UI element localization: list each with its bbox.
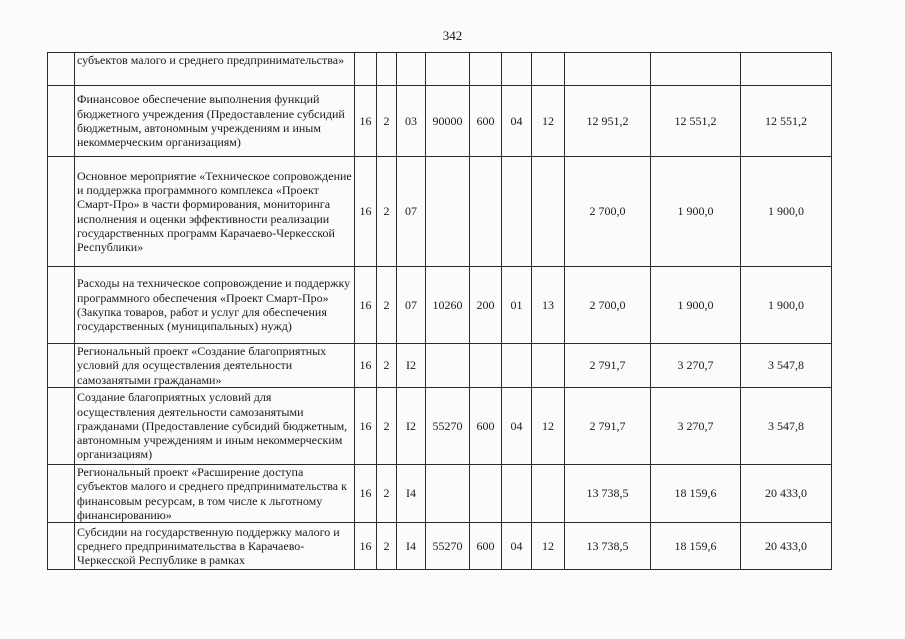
amount-year2-cell: 1 900,0 bbox=[651, 267, 741, 344]
row-number-cell bbox=[48, 53, 75, 86]
item-name-cell: Расходы на техническое сопровождение и поддержку программного обеспечения «Проект Смарт-Про» (Закупка товаров, работ и услуг для обеспечения государственных (муниципальных) нужд) bbox=[75, 267, 355, 344]
amount-year2-cell: 3 270,7 bbox=[651, 388, 741, 465]
gp-code-cell: 16 bbox=[355, 344, 377, 388]
om-code-cell bbox=[397, 53, 426, 86]
row-number-cell bbox=[48, 344, 75, 388]
direction-code-cell bbox=[426, 465, 470, 523]
gp-code-cell: 16 bbox=[355, 523, 377, 570]
table-row bbox=[48, 465, 832, 523]
amount-year1-cell: 2 700,0 bbox=[565, 157, 651, 267]
subsection-cell bbox=[532, 53, 565, 86]
amount-year2-cell: 18 159,6 bbox=[651, 523, 741, 570]
pp-code-cell: 2 bbox=[377, 157, 397, 267]
om-code-cell: I2 bbox=[397, 344, 426, 388]
row-number-cell bbox=[48, 267, 75, 344]
amount-year3-cell: 3 547,8 bbox=[741, 388, 832, 465]
direction-code-cell bbox=[426, 344, 470, 388]
item-name-cell: Финансовое обеспечение выполнения функций бюджетного учреждения (Предоставление субсидий бюджетным, автономным учреждениям и иным некоммерческим организациям) bbox=[75, 86, 355, 157]
section-cell: 04 bbox=[502, 86, 532, 157]
section-cell bbox=[502, 344, 532, 388]
section-cell bbox=[502, 465, 532, 523]
page-number: 342 bbox=[442, 28, 463, 43]
item-name-cell: Региональный проект «Расширение доступа субъектов малого и среднего предпринимательства к финансовым ресурсам, в том числе к льготному финансированию» bbox=[75, 465, 355, 523]
om-code-cell: I4 bbox=[397, 465, 426, 523]
amount-year1-cell: 2 700,0 bbox=[565, 267, 651, 344]
row-number-cell bbox=[48, 157, 75, 267]
table-row bbox=[48, 86, 832, 157]
pp-code-cell bbox=[377, 53, 397, 86]
amount-year1-cell: 12 951,2 bbox=[565, 86, 651, 157]
direction-code-cell bbox=[426, 53, 470, 86]
amount-year2-cell: 1 900,0 bbox=[651, 157, 741, 267]
gp-code-cell: 16 bbox=[355, 465, 377, 523]
amount-year3-cell bbox=[741, 53, 832, 86]
pp-code-cell: 2 bbox=[377, 388, 397, 465]
section-cell bbox=[502, 157, 532, 267]
amount-year2-cell: 3 270,7 bbox=[651, 344, 741, 388]
gp-code-cell bbox=[355, 53, 377, 86]
gp-code-cell: 16 bbox=[355, 86, 377, 157]
om-code-cell: 03 bbox=[397, 86, 426, 157]
amount-year1-cell: 13 738,5 bbox=[565, 523, 651, 570]
amount-year2-cell bbox=[651, 53, 741, 86]
amount-year1-cell bbox=[565, 53, 651, 86]
direction-code-cell: 55270 bbox=[426, 523, 470, 570]
subsection-cell: 12 bbox=[532, 86, 565, 157]
section-cell: 01 bbox=[502, 267, 532, 344]
om-code-cell: I4 bbox=[397, 523, 426, 570]
om-code-cell: 07 bbox=[397, 267, 426, 344]
item-name-cell: Создание благоприятных условий для осуществления деятельности самозанятыми гражданами (Предоставление субсидий бюджетным, автономным учреждениям и иным некоммерческим организациям) bbox=[75, 388, 355, 465]
amount-year1-cell: 2 791,7 bbox=[565, 344, 651, 388]
pp-code-cell: 2 bbox=[377, 267, 397, 344]
gp-code-cell: 16 bbox=[355, 388, 377, 465]
expense-type-cell bbox=[470, 465, 502, 523]
table-row bbox=[48, 344, 832, 388]
expense-type-cell bbox=[470, 344, 502, 388]
amount-year1-cell: 13 738,5 bbox=[565, 465, 651, 523]
row-number-cell bbox=[48, 388, 75, 465]
direction-code-cell: 10260 bbox=[426, 267, 470, 344]
section-cell bbox=[502, 53, 532, 86]
section-cell: 04 bbox=[502, 523, 532, 570]
amount-year1-cell: 2 791,7 bbox=[565, 388, 651, 465]
table-row bbox=[48, 523, 832, 570]
direction-code-cell: 90000 bbox=[426, 86, 470, 157]
item-name-cell: Основное мероприятие «Техническое сопровождение и поддержка программного комплекса «Проект Смарт-Про» в части формирования, мониторинга исполнения и оценки эффективности реализации государственных программ Карачаево-Черкесской Республики» bbox=[75, 157, 355, 267]
subsection-cell bbox=[532, 157, 565, 267]
expense-type-cell: 600 bbox=[470, 523, 502, 570]
table-row bbox=[48, 388, 832, 465]
expense-type-cell bbox=[470, 53, 502, 86]
amount-year3-cell: 20 433,0 bbox=[741, 465, 832, 523]
expense-type-cell: 600 bbox=[470, 86, 502, 157]
expense-type-cell: 600 bbox=[470, 388, 502, 465]
row-number-cell bbox=[48, 465, 75, 523]
pp-code-cell: 2 bbox=[377, 465, 397, 523]
gp-code-cell: 16 bbox=[355, 157, 377, 267]
amount-year3-cell: 3 547,8 bbox=[741, 344, 832, 388]
item-name-cell: Региональный проект «Создание благоприятных условий для осуществления деятельности самозанятыми гражданами» bbox=[75, 344, 355, 388]
subsection-cell: 13 bbox=[532, 267, 565, 344]
direction-code-cell: 55270 bbox=[426, 388, 470, 465]
gp-code-cell: 16 bbox=[355, 267, 377, 344]
expense-type-cell bbox=[470, 157, 502, 267]
pp-code-cell: 2 bbox=[377, 86, 397, 157]
amount-year3-cell: 20 433,0 bbox=[741, 523, 832, 570]
subsection-cell bbox=[532, 465, 565, 523]
amount-year3-cell: 12 551,2 bbox=[741, 86, 832, 157]
subsection-cell: 12 bbox=[532, 523, 565, 570]
om-code-cell: 07 bbox=[397, 157, 426, 267]
row-number-cell bbox=[48, 86, 75, 157]
table-row bbox=[48, 267, 832, 344]
budget-table bbox=[47, 52, 832, 570]
subsection-cell: 12 bbox=[532, 388, 565, 465]
table-row bbox=[48, 157, 832, 267]
amount-year2-cell: 18 159,6 bbox=[651, 465, 741, 523]
expense-type-cell: 200 bbox=[470, 267, 502, 344]
item-name-cell: субъектов малого и среднего предпринимательства» bbox=[75, 53, 355, 86]
om-code-cell: I2 bbox=[397, 388, 426, 465]
row-number-cell bbox=[48, 523, 75, 570]
amount-year2-cell: 12 551,2 bbox=[651, 86, 741, 157]
direction-code-cell bbox=[426, 157, 470, 267]
section-cell: 04 bbox=[502, 388, 532, 465]
pp-code-cell: 2 bbox=[377, 523, 397, 570]
amount-year3-cell: 1 900,0 bbox=[741, 267, 832, 344]
pp-code-cell: 2 bbox=[377, 344, 397, 388]
amount-year3-cell: 1 900,0 bbox=[741, 157, 832, 267]
item-name-cell: Субсидии на государственную поддержку малого и среднего предпринимательства в Карачаево-Черкесской Республике в рамках bbox=[75, 523, 355, 570]
subsection-cell bbox=[532, 344, 565, 388]
table-row bbox=[48, 53, 832, 86]
